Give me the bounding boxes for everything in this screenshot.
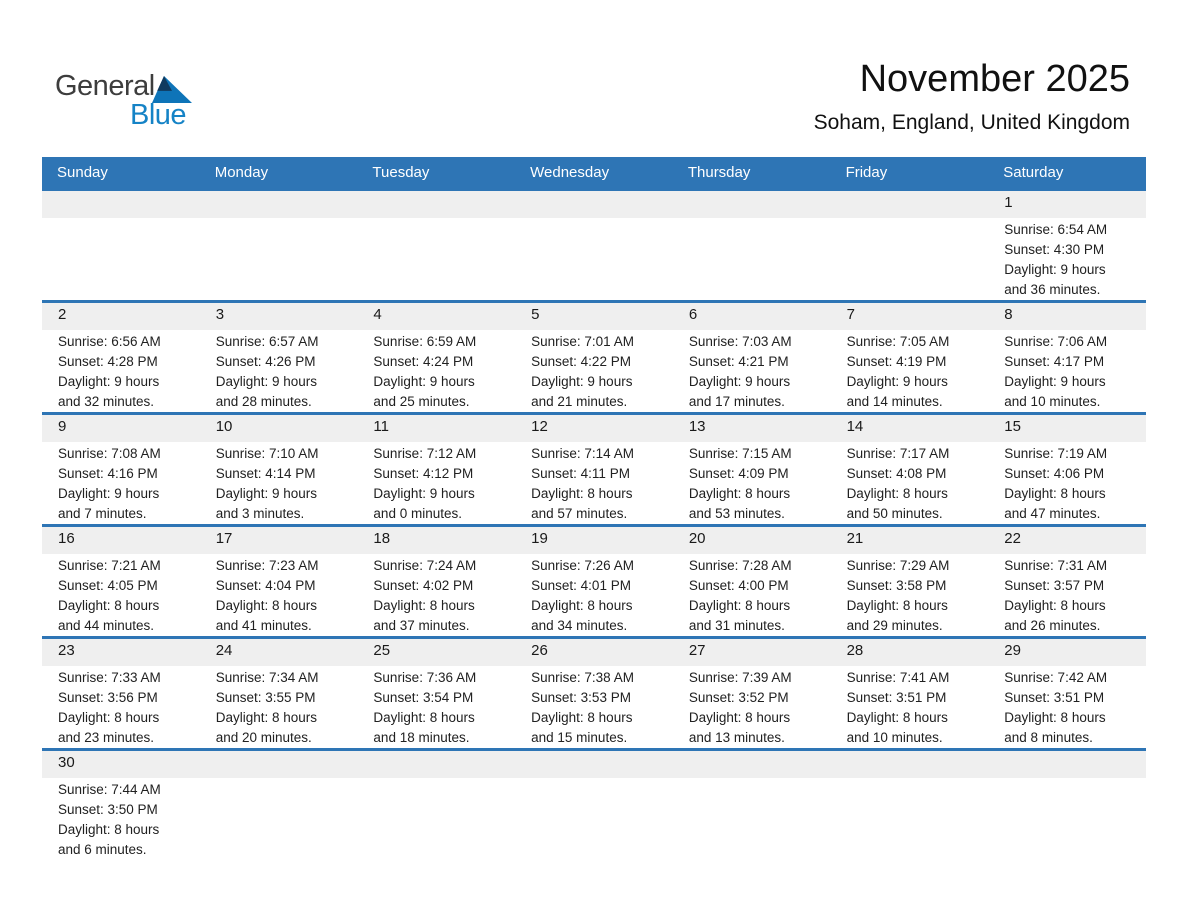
day-detail-line: Daylight: 8 hours	[531, 710, 633, 725]
day-detail-line: Sunrise: 7:10 AM	[215, 446, 319, 461]
day-detail-line: Sunset: 3:56 PM	[58, 690, 158, 705]
empty-day-details	[515, 778, 673, 860]
day-details-row	[42, 666, 1146, 748]
day-number: 20	[688, 530, 706, 547]
day-detail-line: Sunrise: 7:34 AM	[215, 670, 319, 685]
day-cell-details	[42, 554, 200, 636]
day-detail-line: Daylight: 9 hours	[215, 374, 318, 389]
day-detail-line: Sunrise: 7:03 AM	[688, 334, 792, 349]
day-cell-number	[42, 639, 200, 666]
empty-day-details	[200, 218, 358, 300]
day-detail-line: Sunset: 4:05 PM	[58, 578, 158, 593]
day-detail-line: Sunrise: 6:54 AM	[1004, 222, 1108, 237]
day-cell-details	[673, 330, 831, 412]
day-detail-line: Sunset: 4:30 PM	[1004, 242, 1105, 257]
day-cell-details	[831, 330, 989, 412]
week-row	[42, 748, 1146, 860]
day-cell-details	[200, 442, 358, 524]
day-number: 28	[846, 642, 864, 659]
day-number: 22	[1004, 530, 1021, 547]
day-cell-details	[988, 666, 1146, 748]
day-details-row	[42, 442, 1146, 524]
day-number: 30	[58, 754, 75, 771]
day-cell-number	[42, 303, 200, 330]
day-number: 16	[58, 530, 75, 547]
day-cell-number	[673, 527, 831, 554]
day-number: 19	[531, 530, 548, 547]
day-cell-number	[831, 639, 989, 666]
day-number: 11	[373, 418, 389, 435]
day-cell-details	[515, 666, 673, 748]
empty-day-cell	[988, 751, 1146, 778]
day-cell-number	[831, 303, 989, 330]
day-cell-details	[831, 554, 989, 636]
day-cell-number	[988, 191, 1146, 218]
day-cell-number	[831, 527, 989, 554]
day-detail-line: Sunset: 4:11 PM	[531, 466, 630, 481]
day-detail-line: Daylight: 8 hours	[215, 598, 318, 613]
day-number: 25	[373, 642, 391, 659]
day-cell-details	[515, 442, 673, 524]
day-detail-line: Daylight: 9 hours	[846, 374, 948, 389]
day-number: 18	[373, 530, 391, 547]
day-detail-line: and 8 minutes.	[1004, 730, 1093, 745]
day-detail-line: and 44 minutes.	[58, 618, 155, 633]
day-cell-number	[200, 527, 358, 554]
day-detail-line: Daylight: 8 hours	[58, 710, 160, 725]
day-detail-line: Sunrise: 7:26 AM	[531, 558, 634, 573]
day-detail-line: Sunset: 4:12 PM	[373, 466, 474, 481]
empty-day-details	[988, 778, 1146, 860]
day-detail-line: and 15 minutes.	[531, 730, 628, 745]
day-detail-line: Sunset: 4:17 PM	[1004, 354, 1105, 369]
day-cell-number	[988, 527, 1146, 554]
day-cell-details	[357, 666, 515, 748]
day-detail-line: Daylight: 8 hours	[688, 710, 791, 725]
day-detail-line: Sunrise: 7:21 AM	[58, 558, 161, 573]
day-detail-line: and 32 minutes.	[58, 394, 155, 409]
day-detail-line: Daylight: 8 hours	[58, 822, 160, 837]
day-cell-number	[988, 639, 1146, 666]
day-detail-line: Sunrise: 7:14 AM	[531, 446, 634, 461]
week-row	[42, 524, 1146, 636]
day-detail-line: Sunrise: 7:42 AM	[1004, 670, 1108, 685]
weekday-header-row	[42, 157, 1146, 188]
day-cell-number	[357, 639, 515, 666]
day-detail-line: Sunset: 4:19 PM	[846, 354, 947, 369]
day-number: 13	[688, 418, 706, 435]
day-number: 12	[531, 418, 548, 435]
day-detail-line: Daylight: 8 hours	[215, 710, 318, 725]
weekday-tuesday: Tuesday	[372, 164, 430, 181]
empty-day-details	[673, 778, 831, 860]
day-cell-details	[42, 666, 200, 748]
day-detail-line: Daylight: 9 hours	[58, 486, 160, 501]
day-detail-line: Daylight: 8 hours	[373, 598, 475, 613]
day-detail-line: Sunrise: 7:28 AM	[688, 558, 792, 573]
day-number: 6	[688, 306, 698, 323]
day-cell-number	[988, 415, 1146, 442]
day-number: 1	[1004, 194, 1013, 211]
day-cell-number	[42, 751, 200, 778]
day-detail-line: and 41 minutes.	[215, 618, 312, 633]
day-cell-details	[988, 330, 1146, 412]
day-detail-line: Sunset: 4:06 PM	[1004, 466, 1105, 481]
day-detail-line: and 3 minutes.	[215, 506, 305, 521]
day-detail-line: Daylight: 8 hours	[373, 710, 475, 725]
week-row	[42, 300, 1146, 412]
day-cell-number	[515, 303, 673, 330]
day-details-row	[42, 330, 1146, 412]
day-detail-line: Sunrise: 7:44 AM	[58, 782, 161, 797]
day-number: 7	[846, 306, 855, 323]
day-cell-number	[357, 415, 515, 442]
calendar	[42, 157, 1146, 860]
day-detail-line: Sunset: 4:21 PM	[688, 354, 789, 369]
day-detail-line: Sunrise: 7:29 AM	[846, 558, 950, 573]
day-detail-line: Daylight: 8 hours	[58, 598, 160, 613]
day-detail-line: and 25 minutes.	[373, 394, 470, 409]
day-cell-details	[42, 330, 200, 412]
empty-day-cell	[673, 751, 831, 778]
title-block	[814, 58, 1130, 135]
day-detail-line: Daylight: 8 hours	[846, 486, 948, 501]
day-detail-line: Sunrise: 7:38 AM	[531, 670, 634, 685]
day-detail-line: Sunrise: 7:06 AM	[1004, 334, 1108, 349]
day-detail-line: Sunset: 3:51 PM	[1004, 690, 1105, 705]
general-blue-logo	[55, 70, 275, 145]
day-detail-line: Daylight: 8 hours	[1004, 598, 1106, 613]
day-number: 2	[58, 306, 67, 323]
empty-day-cell	[200, 191, 358, 218]
day-cell-details	[673, 554, 831, 636]
empty-day-details	[673, 218, 831, 300]
day-detail-line: Daylight: 8 hours	[1004, 486, 1106, 501]
day-detail-line: Daylight: 9 hours	[215, 486, 318, 501]
day-detail-line: Sunrise: 7:01 AM	[531, 334, 634, 349]
day-detail-line: Daylight: 9 hours	[531, 374, 633, 389]
day-detail-line: Sunset: 3:55 PM	[215, 690, 316, 705]
day-detail-line: and 31 minutes.	[688, 618, 785, 633]
day-cell-details	[357, 442, 515, 524]
empty-day-details	[831, 218, 989, 300]
day-detail-line: Sunrise: 7:31 AM	[1004, 558, 1108, 573]
day-cell-number	[200, 303, 358, 330]
day-detail-line: Sunset: 4:02 PM	[373, 578, 474, 593]
day-cell-number	[357, 527, 515, 554]
empty-day-details	[357, 218, 515, 300]
day-detail-line: Daylight: 8 hours	[531, 598, 633, 613]
empty-day-cell	[515, 751, 673, 778]
day-cell-details	[515, 554, 673, 636]
day-detail-line: Sunset: 4:08 PM	[846, 466, 947, 481]
day-cell-details	[200, 330, 358, 412]
empty-day-details	[357, 778, 515, 860]
day-cell-details	[831, 666, 989, 748]
logo-text-blue: Blue	[130, 99, 187, 131]
day-number: 17	[215, 530, 233, 547]
day-detail-line: Sunrise: 7:39 AM	[688, 670, 792, 685]
day-detail-line: Daylight: 8 hours	[846, 710, 948, 725]
day-details-row	[42, 218, 1146, 300]
day-cell-details	[988, 554, 1146, 636]
day-detail-line: and 28 minutes.	[215, 394, 312, 409]
day-detail-line: and 21 minutes.	[531, 394, 628, 409]
day-detail-line: and 36 minutes.	[1004, 282, 1101, 297]
day-number: 3	[215, 306, 225, 323]
day-detail-line: Sunrise: 7:33 AM	[58, 670, 161, 685]
empty-day-details	[515, 218, 673, 300]
day-detail-line: Daylight: 9 hours	[688, 374, 791, 389]
weekday-saturday: Saturday	[1003, 164, 1064, 181]
day-details-row	[42, 778, 1146, 860]
day-cell-details	[673, 666, 831, 748]
day-detail-line: Sunrise: 7:15 AM	[688, 446, 792, 461]
empty-day-cell	[357, 191, 515, 218]
day-detail-line: Daylight: 9 hours	[373, 374, 475, 389]
day-detail-line: Sunrise: 7:36 AM	[373, 670, 477, 685]
day-detail-line: and 23 minutes.	[58, 730, 155, 745]
day-detail-line: Sunrise: 7:12 AM	[373, 446, 477, 461]
day-detail-line: Sunrise: 7:23 AM	[215, 558, 319, 573]
day-detail-line: Daylight: 9 hours	[58, 374, 160, 389]
day-detail-line: Daylight: 9 hours	[1004, 374, 1106, 389]
day-detail-line: Sunset: 4:22 PM	[531, 354, 631, 369]
empty-day-cell	[831, 751, 989, 778]
empty-day-cell	[357, 751, 515, 778]
day-detail-line: Daylight: 8 hours	[531, 486, 633, 501]
day-number-band	[42, 303, 1146, 330]
day-number: 21	[846, 530, 864, 547]
day-cell-number	[673, 639, 831, 666]
day-number: 4	[373, 306, 382, 323]
week-row	[42, 188, 1146, 300]
day-detail-line: and 10 minutes.	[846, 730, 943, 745]
day-detail-line: and 37 minutes.	[373, 618, 470, 633]
page-title: November 2025	[859, 58, 1130, 100]
day-detail-line: Sunset: 4:24 PM	[373, 354, 474, 369]
day-detail-line: Sunrise: 7:41 AM	[846, 670, 950, 685]
day-detail-line: Daylight: 8 hours	[688, 486, 791, 501]
day-detail-line: and 0 minutes.	[373, 506, 462, 521]
day-detail-line: and 26 minutes.	[1004, 618, 1101, 633]
empty-day-details	[831, 778, 989, 860]
day-cell-number	[42, 415, 200, 442]
empty-day-details	[42, 218, 200, 300]
day-cell-details	[200, 554, 358, 636]
day-detail-line: and 47 minutes.	[1004, 506, 1101, 521]
day-number-band	[42, 191, 1146, 218]
empty-day-cell	[42, 191, 200, 218]
day-detail-line: Sunrise: 7:05 AM	[846, 334, 950, 349]
day-number: 29	[1004, 642, 1021, 659]
day-detail-line: Daylight: 9 hours	[1004, 262, 1106, 277]
logo-text-general: General	[55, 70, 155, 102]
weekday-wednesday: Wednesday	[530, 164, 610, 181]
day-detail-line: Sunrise: 6:59 AM	[373, 334, 477, 349]
empty-day-cell	[673, 191, 831, 218]
weekday-thursday: Thursday	[687, 164, 751, 181]
day-cell-details	[357, 554, 515, 636]
day-detail-line: and 18 minutes.	[373, 730, 470, 745]
day-detail-line: Sunset: 4:14 PM	[215, 466, 316, 481]
empty-day-cell	[831, 191, 989, 218]
day-detail-line: Sunset: 3:52 PM	[688, 690, 789, 705]
day-detail-line: Daylight: 8 hours	[1004, 710, 1106, 725]
day-detail-line: Sunset: 3:58 PM	[846, 578, 947, 593]
calendar-weeks	[42, 188, 1146, 860]
weekday-friday: Friday	[845, 164, 888, 181]
day-number: 9	[58, 418, 67, 435]
day-detail-line: and 34 minutes.	[531, 618, 628, 633]
day-detail-line: Sunset: 4:04 PM	[215, 578, 316, 593]
day-details-row	[42, 554, 1146, 636]
day-number-band	[42, 415, 1146, 442]
day-number: 10	[215, 418, 233, 435]
day-number: 24	[215, 642, 233, 659]
day-detail-line: Sunset: 4:01 PM	[531, 578, 631, 593]
day-cell-details	[200, 666, 358, 748]
day-detail-line: and 17 minutes.	[688, 394, 785, 409]
page-header	[0, 0, 1188, 157]
day-number: 8	[1004, 306, 1013, 323]
day-detail-line: and 7 minutes.	[58, 506, 147, 521]
day-detail-line: Sunrise: 7:24 AM	[373, 558, 477, 573]
day-detail-line: Sunset: 3:53 PM	[531, 690, 631, 705]
weekday-sunday: Sunday	[57, 164, 108, 181]
day-number: 5	[531, 306, 540, 323]
day-number: 23	[58, 642, 75, 659]
day-detail-line: Sunrise: 7:17 AM	[846, 446, 950, 461]
week-row	[42, 636, 1146, 748]
day-detail-line: and 20 minutes.	[215, 730, 312, 745]
day-detail-line: Daylight: 8 hours	[846, 598, 948, 613]
day-detail-line: Sunrise: 7:19 AM	[1004, 446, 1108, 461]
day-number-band	[42, 639, 1146, 666]
week-row	[42, 412, 1146, 524]
day-detail-line: Sunrise: 7:08 AM	[58, 446, 161, 461]
day-detail-line: Sunrise: 6:57 AM	[215, 334, 319, 349]
day-number: 14	[846, 418, 864, 435]
day-detail-line: Daylight: 9 hours	[373, 486, 475, 501]
day-detail-line: Sunset: 3:51 PM	[846, 690, 947, 705]
day-cell-number	[200, 639, 358, 666]
day-detail-line: Sunset: 4:00 PM	[688, 578, 789, 593]
day-detail-line: Daylight: 8 hours	[688, 598, 791, 613]
day-cell-number	[673, 303, 831, 330]
day-detail-line: and 6 minutes.	[58, 842, 147, 857]
day-detail-line: and 50 minutes.	[846, 506, 943, 521]
day-cell-number	[42, 527, 200, 554]
day-detail-line: Sunrise: 6:56 AM	[58, 334, 161, 349]
day-detail-line: and 13 minutes.	[688, 730, 785, 745]
day-number-band	[42, 751, 1146, 778]
day-cell-details	[831, 442, 989, 524]
day-detail-line: Sunset: 3:57 PM	[1004, 578, 1105, 593]
day-cell-details	[42, 442, 200, 524]
day-cell-number	[515, 527, 673, 554]
day-cell-number	[673, 415, 831, 442]
day-detail-line: Sunset: 4:28 PM	[58, 354, 158, 369]
empty-day-cell	[515, 191, 673, 218]
day-cell-number	[515, 639, 673, 666]
day-detail-line: and 53 minutes.	[688, 506, 785, 521]
day-detail-line: and 14 minutes.	[846, 394, 943, 409]
day-cell-details	[515, 330, 673, 412]
empty-day-cell	[200, 751, 358, 778]
day-detail-line: Sunset: 4:16 PM	[58, 466, 158, 481]
day-detail-line: Sunset: 4:26 PM	[215, 354, 316, 369]
day-cell-number	[357, 303, 515, 330]
page-subtitle: Soham, England, United Kingdom	[813, 110, 1130, 134]
day-cell-number	[200, 415, 358, 442]
day-cell-details	[988, 442, 1146, 524]
day-cell-details	[42, 778, 200, 860]
day-detail-line: and 29 minutes.	[846, 618, 943, 633]
day-detail-line: and 57 minutes.	[531, 506, 628, 521]
day-number: 26	[531, 642, 548, 659]
day-cell-details	[357, 330, 515, 412]
empty-day-details	[200, 778, 358, 860]
day-number: 15	[1004, 418, 1021, 435]
day-detail-line: Sunset: 3:54 PM	[373, 690, 474, 705]
day-number-band	[42, 527, 1146, 554]
day-detail-line: Sunset: 4:09 PM	[688, 466, 789, 481]
day-cell-number	[831, 415, 989, 442]
day-detail-line: Sunset: 3:50 PM	[58, 802, 158, 817]
day-detail-line: and 10 minutes.	[1004, 394, 1101, 409]
day-number: 27	[688, 642, 706, 659]
weekday-monday: Monday	[214, 164, 269, 181]
day-cell-number	[988, 303, 1146, 330]
day-cell-number	[515, 415, 673, 442]
day-cell-details	[673, 442, 831, 524]
day-cell-details	[988, 218, 1146, 300]
